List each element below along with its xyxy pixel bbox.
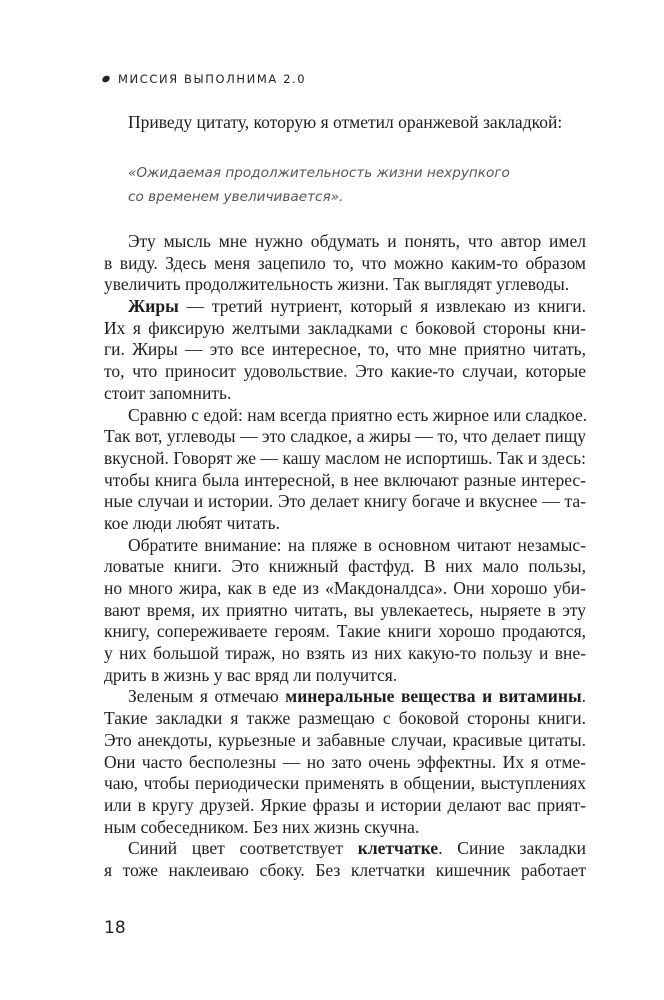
text-line [104,513,586,535]
text-line [104,838,586,860]
text-line [104,556,586,578]
text-segment: вкусной. Говорят же — кашу маслом не испортишь. Так и здесь: [104,447,586,468]
text-segment: но много жира, как в еде из «Макдоналдса». Они хорошо уби- [104,578,586,598]
text-line [104,860,586,882]
text-line [104,686,586,708]
text-segment: Обратите внимание: на пляже в основном читают незамыс- [128,534,586,555]
text-line [104,643,586,665]
text-segment: . Синие закладки [438,838,586,859]
text-line [104,752,586,774]
text-segment: Они часто бесполезны — но зато очень эффектны. Их я отме- [104,751,586,772]
text-segment: ным собеседником. Без них жизнь скучна. [104,816,420,837]
running-header [102,72,306,86]
text-segment: увеличить продолжительность жизни. Так выглядят углеводы. [104,274,570,295]
paragraph [104,838,586,881]
text-segment: кое люди любят читать. [104,512,280,533]
text-segment: чтобы книга была интересной, в нее включают разные интерес- [104,469,586,490]
text-line [104,361,586,383]
text-segment: вают время, их приятно читать, вы увлекаетесь, ныряете в эту [104,599,586,620]
text-line [104,491,586,513]
text-segment: у них большой тираж, но взять из них какую-то пользу и вне- [104,643,586,664]
text-segment: чаю, чтобы периодически применять в общении, выступлениях [104,773,586,794]
text-line [104,665,586,687]
text-line [104,535,586,557]
text-segment: ные случаи и истории. Это делает книгу богаче и вкуснее — та- [104,491,586,512]
text-line [104,773,586,795]
text-segment: Синий цвет соответствует [128,838,358,859]
text-segment: я тоже наклеиваю сбоку. Без клетчатки кишечник работает [104,859,586,880]
text-line [104,253,586,275]
text-line [104,621,586,643]
quote-intro: Приведу цитату, которую я отметил оранжевой закладкой: [128,112,563,132]
text-segment: стоит запомнить. [104,382,232,403]
text-segment: дрить в жизнь у вас вряд ли получится. [104,664,398,685]
text-segment: книгу, сопереживаете героям. Такие книги хорошо продаются, [104,621,586,642]
text-line [104,730,586,752]
text-line [104,600,586,622]
text-line [104,817,586,839]
text-segment: или в кругу друзей. Яркие фразы и истории делают вас прият- [104,794,586,815]
text-segment: Зеленым я отмечаю [128,686,286,707]
text-line [104,470,586,492]
quote-line: «Ожидаемая продолжительность жизни нехрупкого [128,165,510,181]
text-segment: Это анекдоты, курьезные и забавные случаи, красивые цитаты. [104,729,586,750]
text-segment: в виду. Здесь меня зацепило то, что можно каким-то образом [104,252,586,273]
epigraph-quote [128,161,510,209]
text-segment: — третий нутриент, который я извлекаю из книги. [178,296,586,317]
text-segment: ловатые книги. Это книжный фастфуд. В них мало пользы, [104,556,586,577]
text-segment: ги. Жиры — это все интересное, то, что мне приятно читать, [104,339,586,360]
text-segment: Эту мысль мне нужно обдумать и понять, что автор имел [128,231,586,251]
text-line [104,708,586,730]
bullet-icon [101,74,111,84]
bold-term: Жиры [128,296,179,317]
paragraph [104,535,586,687]
paragraph [104,686,586,838]
text-line [104,231,586,253]
quote-line: со временем увеличивается». [128,189,344,205]
text-segment: Такие закладки я также размещаю с боковой стороны книги. [104,708,586,729]
body-text [104,231,586,882]
text-segment: . [581,686,587,707]
text-segment: Так вот, углеводы — это сладкое, а жиры — то, что делает пищу [104,426,586,447]
paragraph [104,296,586,404]
text-line [104,339,586,361]
running-title: МИССИЯ ВЫПОЛНИМА 2.0 [118,72,307,86]
text-segment: Сравню с едой: нам всегда приятно есть жирное или сладкое. [128,404,588,425]
paragraph [104,231,586,296]
text-line [104,318,586,340]
text-line [104,274,586,296]
bold-term: клетчатке [357,838,439,859]
text-line [104,426,586,448]
text-line [104,795,586,817]
text-segment: Их я фиксирую желтыми закладками с боковой стороны кни- [104,317,586,338]
text-segment: то, что приносит удовольствие. Это какие-то случаи, которые [104,361,586,382]
text-line [104,296,586,318]
paragraph [104,405,586,535]
text-line [104,448,586,470]
text-line [104,383,586,405]
text-line [104,578,586,600]
bold-term: минеральные вещества и витамины [285,686,582,707]
page-number: 18 [104,918,126,938]
text-line [104,405,586,427]
